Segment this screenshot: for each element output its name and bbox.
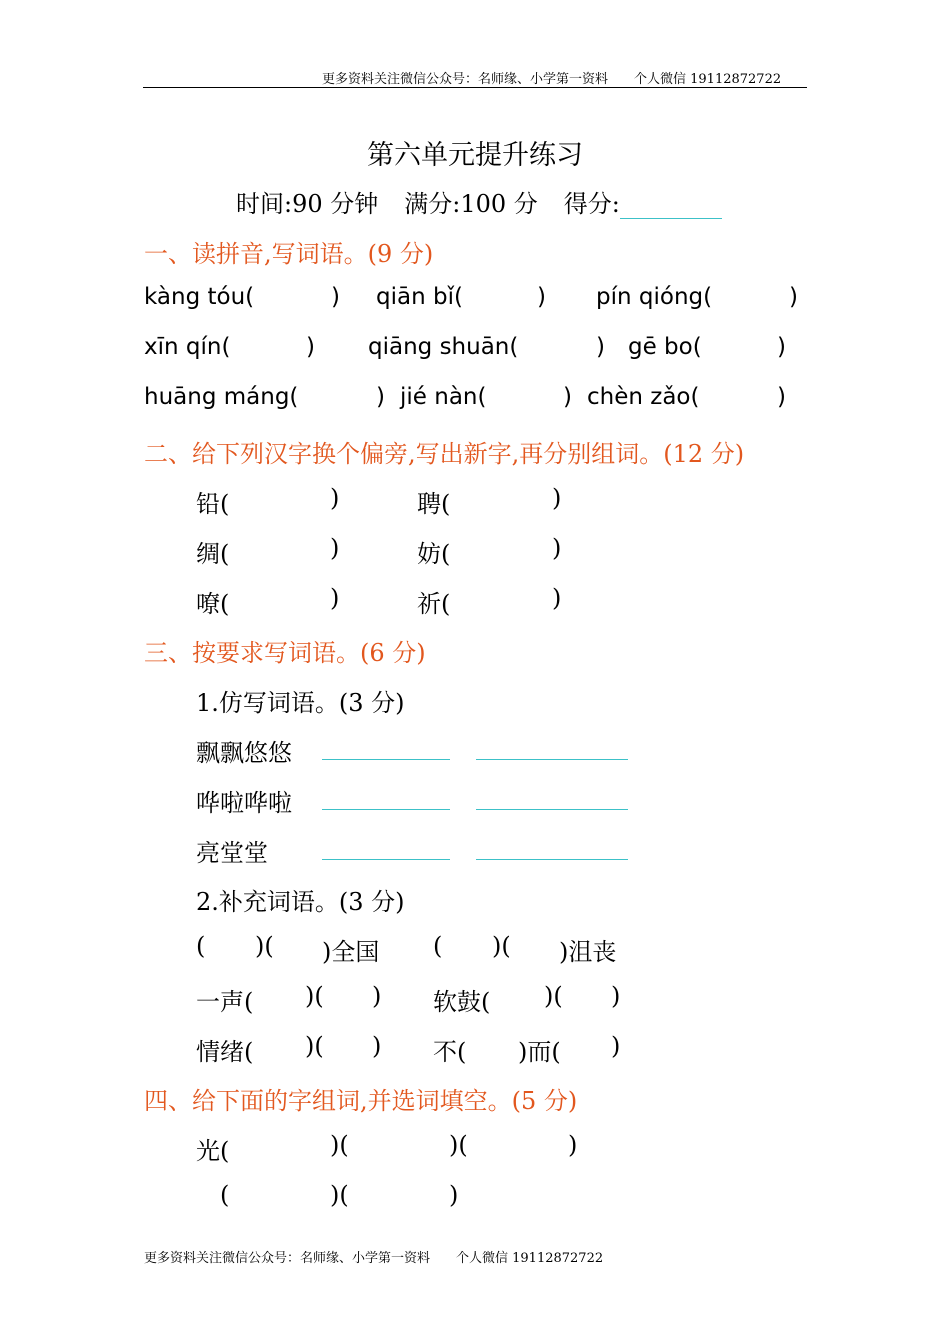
idiom-part[interactable]: )(: [544, 982, 563, 1010]
compound-part[interactable]: ): [568, 1131, 578, 1159]
radical-row-1: [144, 484, 744, 516]
idiom-part: )全国: [322, 938, 380, 966]
exam-info: [236, 184, 722, 219]
idiom-part[interactable]: ): [372, 982, 382, 1010]
idiom-row-2: [144, 982, 744, 1014]
answer-paren[interactable]: ): [376, 384, 385, 410]
answer-blank[interactable]: [322, 759, 450, 760]
answer-paren[interactable]: ): [789, 284, 798, 310]
section-4-heading: 四、给下面的字组词,并选词填空。(5 分): [144, 1087, 578, 1115]
radical-char: 妨(: [417, 540, 451, 568]
answer-paren[interactable]: ): [777, 334, 786, 360]
score-label: 得分:: [563, 190, 620, 218]
answer-paren[interactable]: ): [777, 384, 786, 410]
pinyin-item: gē bo(: [628, 334, 702, 360]
compound-part[interactable]: )(: [330, 1181, 349, 1209]
answer-paren[interactable]: ): [330, 534, 340, 562]
full-score-label: 满分:100 分: [404, 190, 538, 218]
pinyin-item: kàng tóu(: [144, 284, 255, 310]
answer-paren[interactable]: ): [552, 534, 562, 562]
part-1-label: 1.仿写词语。(3 分): [196, 689, 405, 717]
section-3-heading: 三、按要求写词语。(6 分): [144, 639, 426, 667]
pinyin-item: huāng máng(: [144, 384, 299, 410]
compound-row-1: [144, 1131, 744, 1163]
answer-paren[interactable]: ): [331, 284, 340, 310]
answer-paren[interactable]: ): [552, 584, 562, 612]
idiom-row-1: [144, 932, 744, 964]
model-word: 飘飘悠悠: [196, 739, 292, 767]
idiom-part: 软鼓(: [433, 988, 491, 1016]
pinyin-item: xīn qín(: [144, 334, 231, 360]
pinyin-item: qiān bǐ(: [376, 284, 463, 310]
idiom-part: 一声(: [196, 988, 254, 1016]
answer-blank[interactable]: [476, 809, 628, 810]
header-divider: [143, 87, 807, 88]
radical-char: 绸(: [196, 540, 230, 568]
answer-paren[interactable]: ): [330, 484, 340, 512]
idiom-part[interactable]: )(: [305, 1032, 324, 1060]
answer-paren[interactable]: ): [596, 334, 605, 360]
answer-blank[interactable]: [476, 859, 628, 860]
compound-part[interactable]: (: [220, 1181, 230, 1209]
answer-paren[interactable]: ): [330, 584, 340, 612]
idiom-part[interactable]: ): [611, 982, 621, 1010]
idiom-part[interactable]: )(: [492, 932, 511, 960]
radical-char: 聘(: [417, 490, 451, 518]
compound-part[interactable]: )(: [449, 1131, 468, 1159]
pinyin-item: pín qióng(: [596, 284, 713, 310]
answer-paren[interactable]: ): [537, 284, 546, 310]
compound-part[interactable]: ): [449, 1181, 459, 1209]
page-title: 第六单元提升练习: [367, 140, 583, 171]
idiom-part: )而(: [518, 1038, 561, 1066]
compound-row-2: [144, 1181, 744, 1213]
idiom-part[interactable]: ): [372, 1032, 382, 1060]
answer-paren[interactable]: ): [563, 384, 572, 410]
section-1-heading: 一、读拼音,写词语。(9 分): [144, 240, 434, 268]
idiom-part[interactable]: )(: [305, 982, 324, 1010]
compound-part: 光(: [196, 1137, 230, 1165]
model-word: 亮堂堂: [196, 839, 268, 867]
answer-blank[interactable]: [322, 809, 450, 810]
idiom-part: 不(: [433, 1038, 467, 1066]
page-footer-text: 更多资料关注微信公众号：名师缘、小学第一资料 个人微信 19112872722: [144, 1251, 604, 1266]
answer-paren[interactable]: ): [306, 334, 315, 360]
score-blank[interactable]: [620, 192, 722, 219]
pinyin-row-1: [144, 284, 844, 314]
time-label: 时间:90 分钟: [236, 190, 379, 218]
radical-char: 祈(: [417, 590, 451, 618]
idiom-part[interactable]: (: [433, 932, 443, 960]
radical-char: 铅(: [196, 490, 230, 518]
radical-char: 嘹(: [196, 590, 230, 618]
idiom-part: )沮丧: [559, 938, 617, 966]
idiom-row-3: [144, 1032, 744, 1064]
pinyin-item: qiāng shuān(: [368, 334, 519, 360]
answer-blank[interactable]: [322, 859, 450, 860]
idiom-part[interactable]: (: [196, 932, 206, 960]
pinyin-row-2: [144, 334, 844, 364]
model-word: 哗啦哗啦: [196, 789, 292, 817]
idiom-part[interactable]: )(: [255, 932, 274, 960]
radical-row-3: [144, 584, 744, 616]
idiom-part[interactable]: ): [611, 1032, 621, 1060]
pinyin-item: jié nàn(: [400, 384, 487, 410]
compound-part[interactable]: )(: [330, 1131, 349, 1159]
answer-blank[interactable]: [476, 759, 628, 760]
part-2-label: 2.补充词语。(3 分): [196, 888, 405, 916]
pinyin-item: chèn zǎo(: [587, 384, 700, 410]
section-2-heading: 二、给下列汉字换个偏旁,写出新字,再分别组词。(12 分): [144, 440, 745, 468]
answer-paren[interactable]: ): [552, 484, 562, 512]
idiom-part: 情绪(: [196, 1038, 254, 1066]
pinyin-row-3: [144, 384, 844, 414]
page-header-text: 更多资料关注微信公众号：名师缘、小学第一资料 个人微信 19112872722: [322, 72, 782, 87]
radical-row-2: [144, 534, 744, 566]
